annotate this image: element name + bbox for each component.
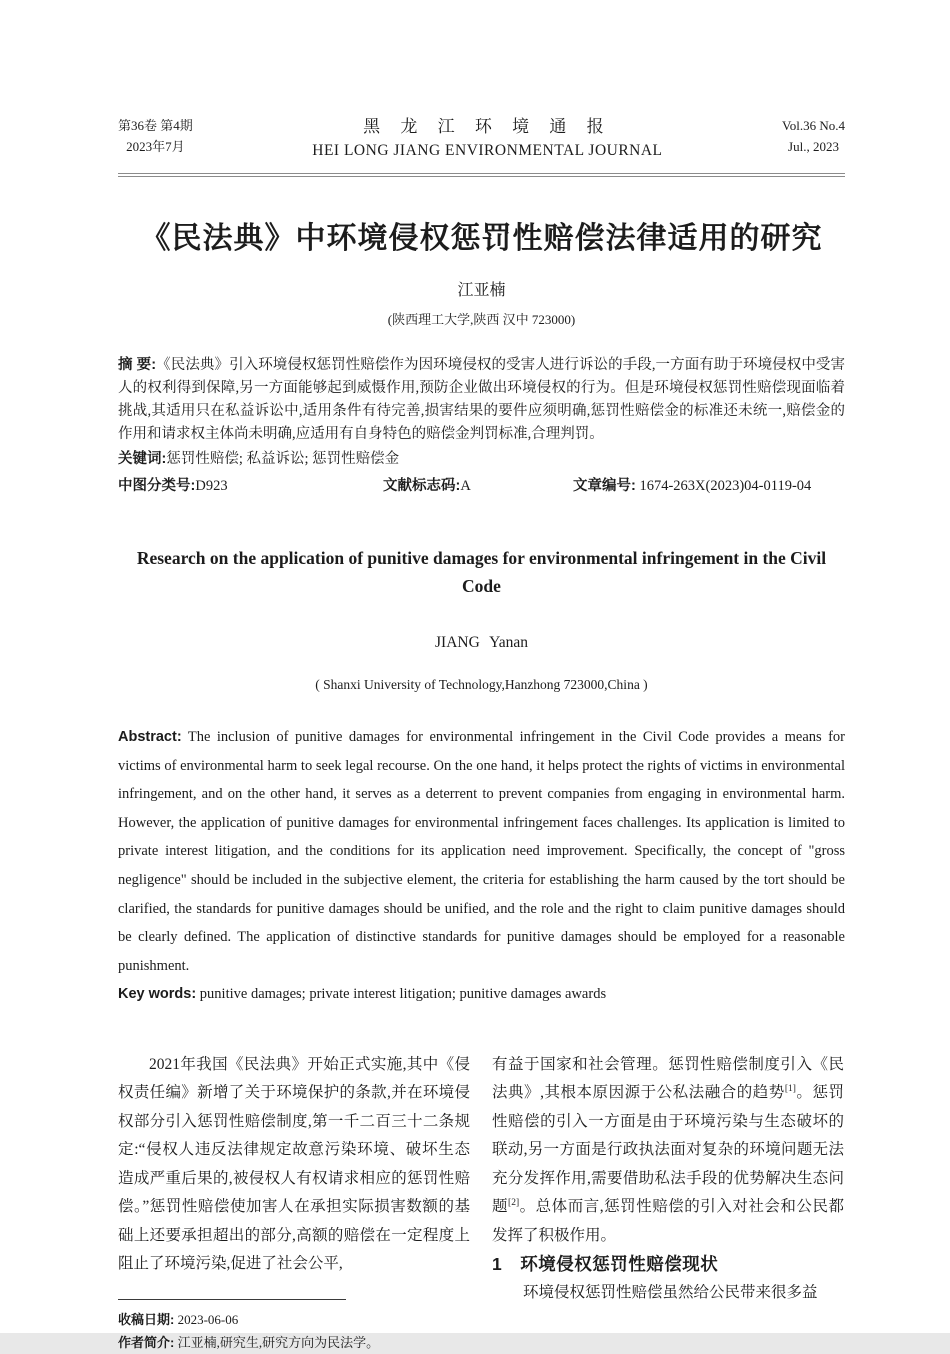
abstract-text-en: The inclusion of punitive damages for environmental infringement in the Civil Code provides a means for victims of environmental harm to seek legal recourse. On the one hand, it helps protect the rights of victims in environmental infringement, and on the other hand, it serves as a deterrent to prevent companies from engaging in environmental harm. However, the application of punitive damages for environmental infringement faces challenges. Its application is limited to private interest litigation, and the conditions for its application need improvement. Specifically, the concept of "gross negligence" should be included in the subjective element, the criteria for establishing the harm caused by the tort should be clarified, the standards for punitive damages should be unified, and the role and the right to claim punitive damages should be clearly defined. The application of distinctive standards for punitive damages should be employed for a reasonable punishment. [118, 729, 845, 974]
clc-value: D923 [195, 478, 228, 494]
keywords-label-cn: 关键词: [118, 451, 167, 467]
keywords-text-en: punitive damages; private interest litigation; punitive damages awards [199, 986, 607, 1003]
journal-title-block [193, 112, 782, 160]
abstract-en [118, 723, 845, 980]
abstract-label-cn: 摘 要: [118, 357, 157, 373]
journal-volume-issue-cn: 第36卷 第4期 [118, 118, 193, 133]
author-bio-value: 江亚楠,研究生,研究方向为民法学。 [177, 1334, 380, 1350]
article-title-en [118, 544, 845, 600]
document-code-value: A [460, 478, 471, 494]
affiliation-en: ( Shanxi University of Technology,Hanzhong 723000,China ) [315, 677, 648, 692]
journal-date-cn: 2023年7月 [126, 139, 185, 154]
left-column [118, 1051, 470, 1354]
body-paragraph-left: 2021年我国《民法典》开始正式实施,其中《侵权责任编》新增了关于环境保护的条款,并在环境侵权部分引入惩罚性赔偿制度,第一千二百三十二条规定:“侵权人违反法律规定故意污染环境、破坏生态造成严重后果的,被侵权人有权请求相应的惩罚性赔偿。”惩罚性赔偿使加害人在承担实际损害数额的基础上还要承担超出的部分,高额的赔偿在一定程度上阻止了环境污染,促进了社会公平, [118, 1055, 470, 1273]
clc-number [118, 475, 383, 498]
footnote-block [118, 1299, 470, 1354]
article-title-en-text: Research on the application of punitive damages for environmental infringement in the Civil Code [136, 548, 827, 596]
affiliation-cn: (陕西理工大学,陕西 汉中 723000) [387, 312, 576, 327]
article-id [573, 475, 845, 498]
received-date-value: 2023-06-06 [177, 1311, 239, 1327]
section-1-number: 1 [492, 1254, 503, 1275]
journal-issue-en [782, 115, 845, 157]
received-date-line [118, 1308, 470, 1331]
header-divider [118, 173, 845, 177]
journal-date-en: Jul., 2023 [788, 139, 839, 154]
journal-issue-cn [118, 115, 193, 157]
abstract-cn [118, 354, 845, 446]
keywords-cn [118, 448, 845, 471]
keywords-label-en: Key words: [118, 986, 197, 1003]
footnote-divider [118, 1299, 346, 1300]
author-bio-line [118, 1331, 470, 1354]
author-name-en: JIANG Yanan [435, 634, 528, 651]
author-name-cn: 江亚楠 [457, 282, 506, 299]
section-1-title: 环境侵权惩罚性赔偿现状 [520, 1254, 719, 1275]
section-1-heading [492, 1250, 844, 1279]
body-paragraph-right-part1: 有益于国家和社会管理。惩罚性赔偿制度引入《民法典》,其根本原因源于公私法融合的趋势 [492, 1055, 844, 1102]
document-code-label: 文献标志码: [383, 478, 461, 494]
section-1-paragraph: 环境侵权惩罚性赔偿虽然给公民带来很多益 [523, 1283, 818, 1301]
journal-title-cn: 黑 龙 江 环 境 通 报 [363, 117, 612, 136]
journal-volume-issue-en: Vol.36 No.4 [782, 118, 845, 133]
document-code [383, 475, 573, 498]
journal-header [118, 112, 845, 160]
article-title-cn: 《民法典》中环境侵权惩罚性赔偿法律适用的研究 [140, 222, 823, 255]
journal-title-en: HEI LONG JIANG ENVIRONMENTAL JOURNAL [312, 142, 663, 159]
abstract-label-en: Abstract: [118, 729, 182, 745]
keywords-text-cn: 惩罚性赔偿; 私益诉讼; 惩罚性赔偿金 [166, 451, 400, 467]
article-id-value: 1674-263X(2023)04-0119-04 [639, 478, 812, 494]
abstract-text-cn: 《民法典》引入环境侵权惩罚性赔偿作为因环境侵权的受害人进行诉讼的手段,一方面有助于环境侵权中受害人的权利得到保障,另一方面能够起到威慑作用,预防企业做出环境侵权的行为。但是环境侵权惩罚性赔偿现面临着挑战,其适用只在私益诉讼中,适用条件有待完善,损害结果的要件应须明确,惩罚性赔偿金的标准还未统一,赔偿金的作用和请求权主体尚未明确,应适用有自身特色的赔偿金判罚标准,合理判罚。 [118, 357, 845, 442]
article-id-label: 文章编号: [573, 478, 636, 494]
received-date-label: 收稿日期: [118, 1311, 175, 1327]
body-paragraph-right [492, 1051, 844, 1251]
body-paragraph-right-part2: 。惩罚性赔偿的引入一方面是由于环境污染与生态破坏的联动,另一方面是行政执法面对复杂的环境问题无法充分发挥作用,需要借助私法手段的优势解决生态问题 [492, 1084, 844, 1216]
author-bio-label: 作者简介: [118, 1334, 175, 1350]
reference-2-marker: [2] [508, 1198, 520, 1209]
body-columns [118, 1051, 845, 1354]
reference-1-marker: [1] [784, 1084, 796, 1095]
classification-line [118, 475, 845, 498]
body-paragraph-right-part3: 。总体而言,惩罚性赔偿的引入对社会和公民都发挥了积极作用。 [492, 1198, 844, 1244]
keywords-en [118, 980, 845, 1009]
right-column [492, 1051, 844, 1354]
clc-label: 中图分类号: [118, 478, 196, 494]
